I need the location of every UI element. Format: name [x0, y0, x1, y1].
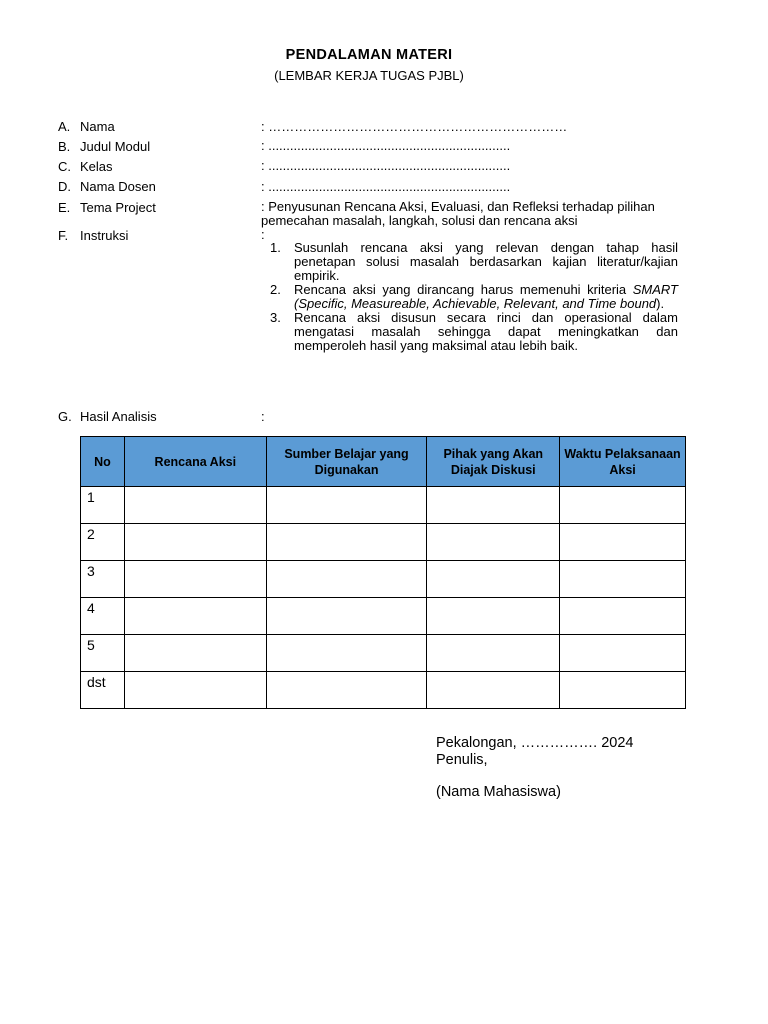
row-number: 3 [81, 561, 125, 598]
field-instruksi-label: F. Instruksi [58, 228, 129, 243]
field-nama-label: A. Nama [58, 119, 115, 134]
cell-rencana-aksi[interactable] [124, 635, 266, 672]
field-nama-dosen-value[interactable]: : ................................................................... [261, 179, 511, 194]
cell-waktu[interactable] [560, 561, 686, 598]
cell-sumber-belajar[interactable] [266, 487, 427, 524]
table-header-rencana-aksi: Rencana Aksi [124, 437, 266, 487]
cell-rencana-aksi[interactable] [124, 487, 266, 524]
field-kelas-value[interactable]: : ................................................................... [261, 158, 511, 173]
cell-waktu[interactable] [560, 598, 686, 635]
hasil-analisis-table [80, 436, 686, 709]
signature-name: (Nama Mahasiswa) [436, 784, 561, 800]
cell-waktu[interactable] [560, 524, 686, 561]
table-row [81, 561, 686, 598]
table-row [81, 524, 686, 561]
table-row [81, 598, 686, 635]
table-row [81, 487, 686, 524]
field-kelas-label: C. Kelas [58, 159, 113, 174]
row-number: 4 [81, 598, 125, 635]
cell-sumber-belajar[interactable] [266, 598, 427, 635]
cell-pihak-diskusi[interactable] [427, 524, 560, 561]
field-nama-dosen-label: D. Nama Dosen [58, 179, 156, 194]
cell-sumber-belajar[interactable] [266, 561, 427, 598]
page-subtitle: (LEMBAR KERJA TUGAS PJBL) [274, 68, 464, 83]
cell-pihak-diskusi[interactable] [427, 598, 560, 635]
cell-rencana-aksi[interactable] [124, 672, 266, 709]
cell-pihak-diskusi[interactable] [427, 561, 560, 598]
instruction-list [268, 241, 678, 353]
table-header-sumber-belajar: Sumber Belajar yang Digunakan [266, 437, 427, 487]
cell-sumber-belajar[interactable] [266, 672, 427, 709]
table-header-no: No [81, 437, 125, 487]
hasil-analisis-colon: : [261, 409, 265, 424]
signature-place-date: Pekalongan, ……………. 2024 [436, 735, 634, 751]
instruction-item: 3. Rencana aksi disusun secara rinci dan operasional dalam mengatasi masalah sehingga dapat meningkatkan dan memperoleh hasil yang maksimal atau lebih baik. [270, 310, 678, 353]
field-judul-modul-label: B. Judul Modul [58, 139, 151, 154]
cell-waktu[interactable] [560, 487, 686, 524]
row-number: dst [81, 672, 125, 709]
field-instruksi-colon: : [261, 227, 265, 242]
cell-rencana-aksi[interactable] [124, 598, 266, 635]
cell-pihak-diskusi[interactable] [427, 487, 560, 524]
table-header-pihak-diskusi: Pihak yang Akan Diajak Diskusi [427, 437, 560, 487]
table-header-waktu-pelaksanaan: Waktu Pelaksanaan Aksi [560, 437, 686, 487]
signature-role: Penulis, [436, 752, 488, 768]
cell-sumber-belajar[interactable] [266, 524, 427, 561]
field-tema-project-value: : Penyusunan Rencana Aksi, Evaluasi, dan Refleksi terhadap pilihan pemecahan masalah, langkah, solusi dan rencana aksi [261, 199, 655, 228]
cell-waktu[interactable] [560, 672, 686, 709]
page-title: PENDALAMAN MATERI [285, 47, 453, 63]
hasil-analisis-label: G. Hasil Analisis [58, 409, 157, 424]
row-number: 2 [81, 524, 125, 561]
instruction-item: 1. Susunlah rencana aksi yang relevan dengan tahap hasil penetapan solusi masalah berdasarkan kajian literatur/kajian empirik. [270, 240, 678, 283]
cell-rencana-aksi[interactable] [124, 561, 266, 598]
cell-pihak-diskusi[interactable] [427, 672, 560, 709]
row-number: 5 [81, 635, 125, 672]
table-row [81, 635, 686, 672]
field-judul-modul-value[interactable]: : ................................................................... [261, 138, 511, 153]
cell-pihak-diskusi[interactable] [427, 635, 560, 672]
row-number: 1 [81, 487, 125, 524]
field-tema-project-label: E. Tema Project [58, 200, 156, 215]
cell-waktu[interactable] [560, 635, 686, 672]
cell-sumber-belajar[interactable] [266, 635, 427, 672]
instruction-item: 2. Rencana aksi yang dirancang harus memenuhi kriteria SMART (Specific, Measureable, Achievable, Relevant, and Time bound). [270, 282, 678, 311]
cell-rencana-aksi[interactable] [124, 524, 266, 561]
field-nama-value[interactable]: : …………………………………………………………… [261, 119, 568, 134]
table-row [81, 672, 686, 709]
table-header-row [81, 437, 686, 487]
